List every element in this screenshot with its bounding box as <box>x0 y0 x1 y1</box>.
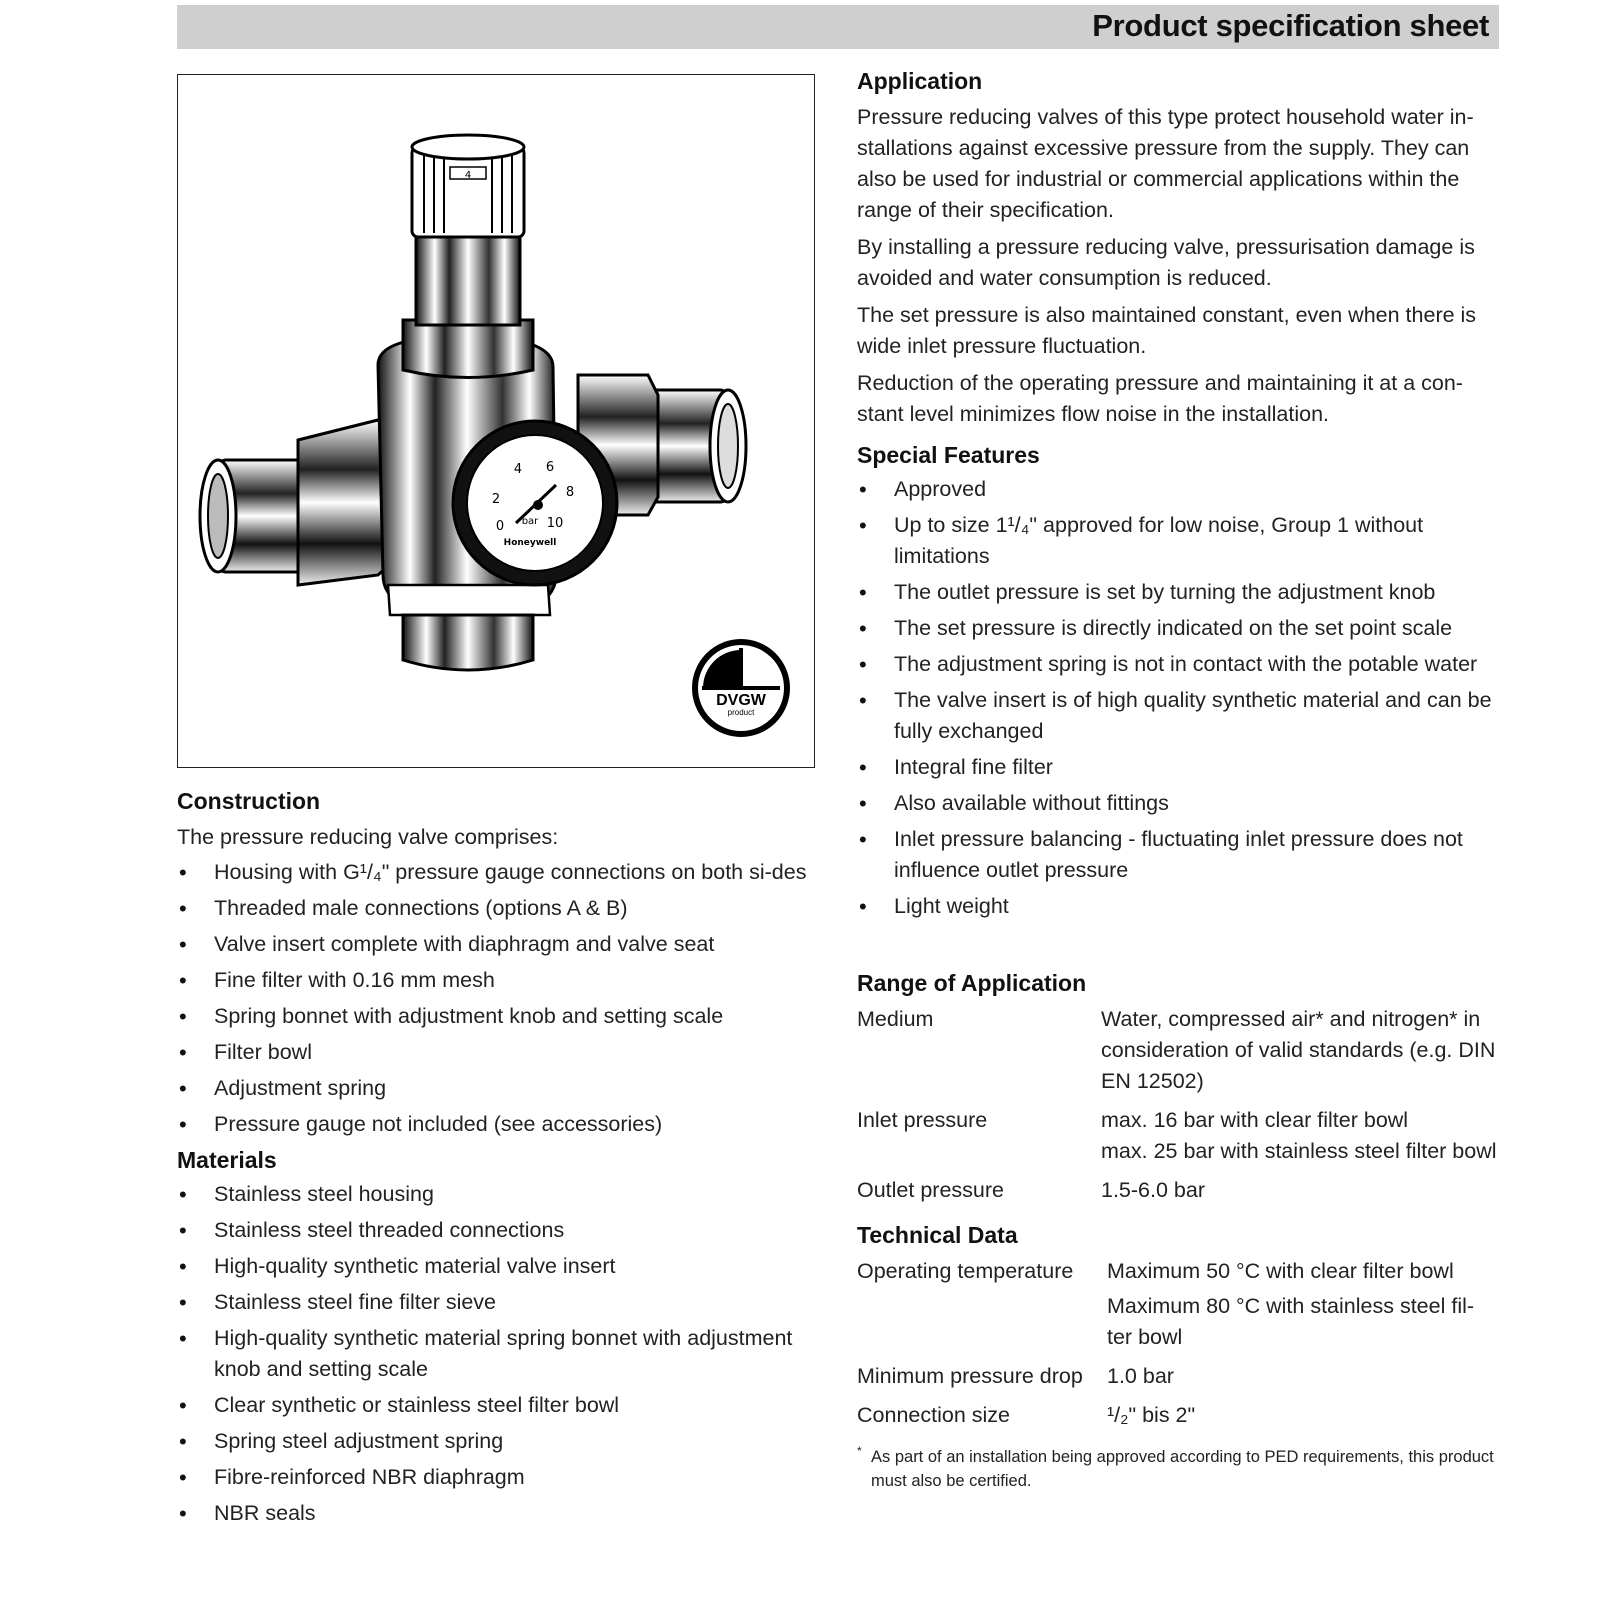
construction-intro: The pressure reducing valve comprises: <box>177 825 559 849</box>
tech-label: Operating temperature <box>857 1259 1074 1283</box>
list-item: • Stainless steel threaded connections <box>177 1215 817 1246</box>
range-value: Water, compressed air* and nitrogen* in consideration of valid standards (e.g. DIN EN 12502) <box>1101 1007 1496 1093</box>
gauge-brand: Honeywell <box>503 538 557 548</box>
range-value-line: max. 25 bar with stainless steel filter bowl <box>1101 1139 1497 1163</box>
gauge-tick-2: 2 <box>491 492 501 507</box>
gauge-unit: bar <box>521 516 539 527</box>
dvgw-badge <box>695 642 787 734</box>
table-row <box>857 1400 1497 1439</box>
tech-value: ¹/₂" bis 2" <box>1107 1403 1196 1427</box>
range-label: Outlet pressure <box>857 1178 1004 1202</box>
table-row <box>857 1256 1497 1361</box>
badge-main-text: DVGW <box>716 692 766 709</box>
header-bar <box>177 5 1499 49</box>
footnote <box>857 1445 1497 1493</box>
list-item: • High-quality synthetic material valve insert <box>177 1251 817 1282</box>
list-item: • Up to size 1¹/₄" approved for low noise, Group 1 without limitations <box>857 510 1497 572</box>
special-features-heading: Special Features <box>857 442 1040 468</box>
gauge-tick-6: 6 <box>545 460 555 475</box>
technical-data-heading: Technical Data <box>857 1222 1018 1248</box>
gauge-tick-4: 4 <box>513 462 523 477</box>
materials-heading: Materials <box>177 1147 277 1173</box>
list-item: • High-quality synthetic material spring bonnet with adjustment knob and setting scale <box>177 1323 817 1385</box>
application-paragraph: Reduction of the operating pressure and maintaining it at a con-stant level minimizes flow noise in the installation. <box>857 371 1463 426</box>
list-item: • The outlet pressure is set by turning the adjustment knob <box>857 577 1497 608</box>
list-item: • NBR seals <box>177 1498 817 1529</box>
pressure-reducing-valve-drawing <box>178 75 813 766</box>
application-heading: Application <box>857 68 983 94</box>
tech-value <box>1107 1256 1497 1361</box>
application-paragraph: By installing a pressure reducing valve, pressurisation damage is avoided and water consumption is reduced. <box>857 235 1475 290</box>
range-label: Inlet pressure <box>857 1108 988 1132</box>
badge-sub-text: product <box>727 708 755 717</box>
list-item: • Spring bonnet with adjustment knob and setting scale <box>177 1001 817 1032</box>
technical-data-table <box>857 1256 1497 1439</box>
gauge-tick-8: 8 <box>565 485 575 500</box>
tech-value-line: Maximum 50 °C with clear filter bowl <box>1107 1259 1454 1283</box>
list-item: • Valve insert complete with diaphragm and valve seat <box>177 929 817 960</box>
special-features-list <box>857 474 1497 922</box>
knob-scale-mark: 4 <box>464 170 472 181</box>
list-item: • Clear synthetic or stainless steel filter bowl <box>177 1390 817 1421</box>
list-item: • Spring steel adjustment spring <box>177 1426 817 1457</box>
left-connection <box>200 420 400 585</box>
list-item: • Threaded male connections (options A & B) <box>177 893 817 924</box>
construction-heading: Construction <box>177 788 321 814</box>
pressure-gauge <box>453 421 617 585</box>
tech-label: Connection size <box>857 1403 1010 1427</box>
list-item: • Filter bowl <box>177 1037 817 1068</box>
construction-list <box>177 857 817 1140</box>
list-item: • Fine filter with 0.16 mm mesh <box>177 965 817 996</box>
materials-list <box>177 1179 817 1529</box>
list-item: • Stainless steel fine filter sieve <box>177 1287 817 1318</box>
list-item: • The set pressure is directly indicated on the set point scale <box>857 613 1497 644</box>
spring-bonnet <box>403 135 533 378</box>
range-heading: Range of Application <box>857 970 1087 996</box>
gauge-tick-0: 0 <box>495 519 505 534</box>
range-value-line: max. 16 bar with clear filter bowl <box>1101 1108 1409 1132</box>
list-item: • The valve insert is of high quality synthetic material and can be fully exchanged <box>857 685 1497 747</box>
list-item: • Stainless steel housing <box>177 1179 817 1210</box>
page-title: Product specification sheet <box>1092 8 1489 43</box>
list-item: • Fibre-reinforced NBR diaphragm <box>177 1462 817 1493</box>
list-item: • Pressure gauge not included (see accessories) <box>177 1109 817 1140</box>
right-column <box>857 66 1497 1493</box>
list-item: • Also available without fittings <box>857 788 1497 819</box>
tech-value-line: Maximum 80 °C with stainless steel fil-ter bowl <box>1107 1294 1475 1349</box>
footnote-mark: * <box>857 1444 862 1458</box>
list-item: • Inlet pressure balancing - fluctuating inlet pressure does not influence outlet pressure <box>857 824 1497 886</box>
list-item: • Light weight <box>857 891 1497 922</box>
table-row <box>857 1361 1497 1400</box>
list-item: • The adjustment spring is not in contact with the potable water <box>857 649 1497 680</box>
table-row <box>857 1105 1497 1175</box>
range-label: Medium <box>857 1007 934 1031</box>
range-value: 1.5-6.0 bar <box>1101 1178 1205 1202</box>
left-column <box>177 786 817 1534</box>
application-paragraph: Pressure reducing valves of this type protect household water in-stallations against excessive pressure from the supply. They can also be used for industrial or commercial applications within the range of their specification. <box>857 105 1474 222</box>
tech-label: Minimum pressure drop <box>857 1364 1083 1388</box>
application-paragraph: The set pressure is also maintained constant, even when there is wide inlet pressure fluctuation. <box>857 303 1477 358</box>
list-item: • Housing with G¹/₄" pressure gauge connections on both si-des <box>177 857 817 888</box>
table-row <box>857 1175 1497 1214</box>
footnote-text: As part of an installation being approved according to PED requirements, this product must also be certified. <box>871 1448 1494 1490</box>
gauge-tick-10: 10 <box>546 516 564 531</box>
list-item: • Integral fine filter <box>857 752 1497 783</box>
range-value <box>1101 1105 1497 1175</box>
range-table <box>857 1004 1497 1214</box>
product-illustration <box>177 74 815 768</box>
list-item: • Approved <box>857 474 1497 505</box>
list-item: • Adjustment spring <box>177 1073 817 1104</box>
tech-value: 1.0 bar <box>1107 1364 1174 1388</box>
table-row <box>857 1004 1497 1105</box>
